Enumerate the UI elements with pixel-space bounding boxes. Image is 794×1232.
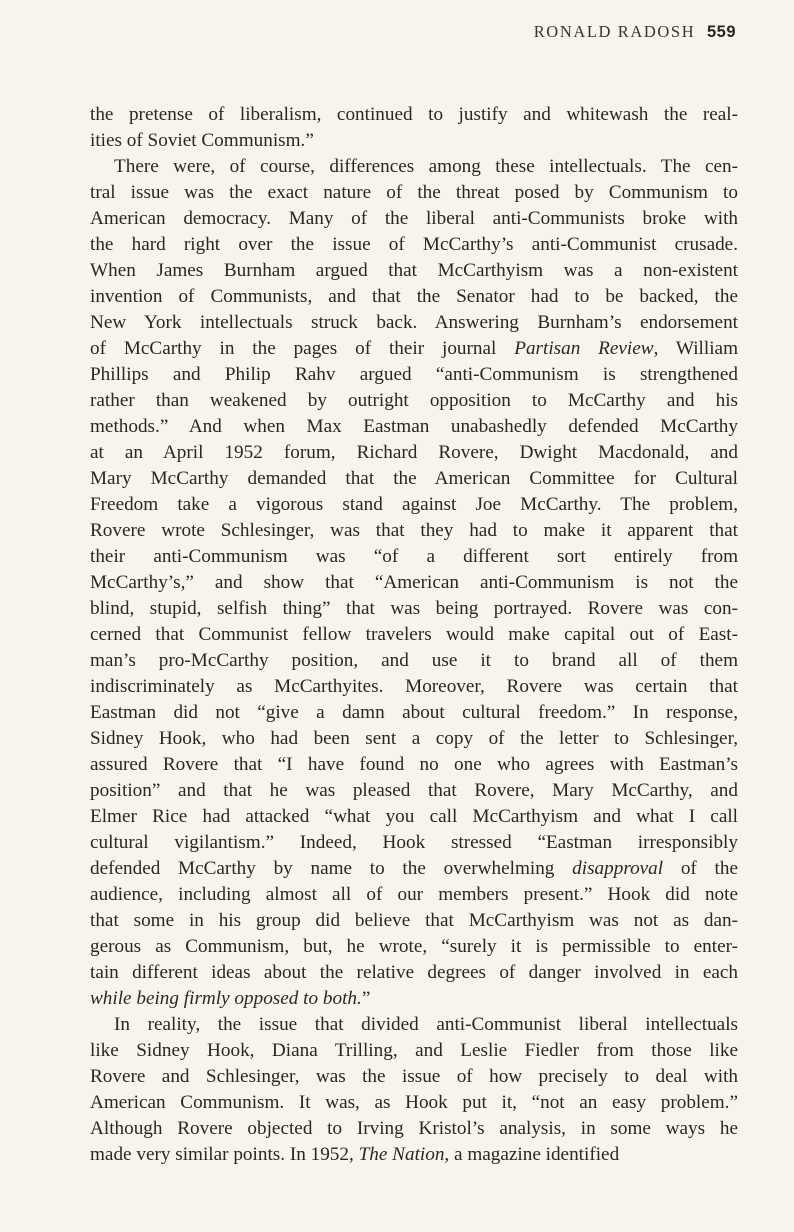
text-line [90,206,738,232]
text-line [90,388,738,414]
text-line [90,180,738,206]
text-line [90,1142,738,1168]
text-line [90,466,738,492]
text-line [90,752,738,778]
text-segment: ” [361,988,371,1009]
text-segment: cultural vigilantism.” Indeed, Hook stressed “Eastman irresponsibly [90,832,738,853]
text-line [90,518,738,544]
text-segment: cerned that Communist fellow travelers would make capital out of East- [90,624,738,645]
text-segment: ities of Soviet Communism.” [90,130,314,151]
text-segment: that some in his group did believe that McCarthyism was not as dan- [90,910,738,931]
text-segment: assured Rovere that “I have found no one who agrees with Eastman’s [90,754,738,775]
text-line [90,700,738,726]
text-segment: the hard right over the issue of McCarthy’s anti-Communist crusade. [90,234,738,255]
running-head-author: RONALD RADOSH [533,22,696,41]
text-segment: of McCarthy in the pages of their journal [90,338,515,359]
text-segment: In reality, the issue that divided anti-Communist liberal intellectuals [114,1014,738,1035]
text-segment: Sidney Hook, who had been sent a copy of the letter to Schlesinger, [90,728,738,749]
text-segment: methods.” And when Max Eastman unabashedly defended McCarthy [90,416,738,437]
text-line [90,1012,738,1038]
text-line [90,492,738,518]
text-line [90,908,738,934]
text-segment: defended McCarthy by name to the overwhelming [90,858,573,879]
text-segment: tain different ideas about the relative degrees of danger involved in each [90,962,738,983]
text-line [90,622,738,648]
text-segment: Elmer Rice had attacked “what you call McCarthyism and what I call [90,806,738,827]
text-line [90,1116,738,1142]
text-line [90,310,738,336]
text-segment: Although Rovere objected to Irving Kristol’s analysis, in some ways he [90,1118,738,1139]
text-segment: position” and that he was pleased that Rovere, Mary McCarthy, and [90,780,738,801]
text-line [90,440,738,466]
text-segment: audience, including almost all of our members present.” Hook did note [90,884,738,905]
text-line [90,934,738,960]
text-line [90,596,738,622]
text-segment: Rovere wrote Schlesinger, was that they had to make it apparent that [90,520,738,541]
text-segment: invention of Communists, and that the Senator had to be backed, the [90,286,738,307]
text-segment: gerous as Communism, but, he wrote, “surely it is permissible to enter- [90,936,738,957]
text-segment: , William [653,338,738,359]
text-line [90,232,738,258]
text-line [90,1090,738,1116]
text-segment: like Sidney Hook, Diana Trilling, and Leslie Fiedler from those like [90,1040,738,1061]
italic-text: Partisan Review [514,338,654,359]
text-segment: of the [663,858,738,879]
text-segment: blind, stupid, selfish thing” that was being portrayed. Rovere was con- [90,598,738,619]
text-segment: indiscriminately as McCarthyites. Moreover, Rovere was certain that [90,676,738,697]
text-segment: rather than weakened by outright opposition to McCarthy and his [90,390,738,411]
text-line [90,648,738,674]
text-segment: their anti-Communism was “of a different sort entirely from [90,546,738,567]
text-segment: McCarthy’s,” and show that “American anti-Communism is not the [90,572,738,593]
text-line [90,1064,738,1090]
text-line [90,414,738,440]
text-line [90,960,738,986]
text-line [90,570,738,596]
text-line [90,154,738,180]
text-segment: American democracy. Many of the liberal anti-Communists broke with [90,208,738,229]
text-line [90,102,738,128]
text-segment: tral issue was the exact nature of the threat posed by Communism to [90,182,738,203]
text-line [90,986,738,1012]
text-segment: at an April 1952 forum, Richard Rovere, Dwight Macdonald, and [90,442,738,463]
text-line [90,544,738,570]
italic-text: disapproval [572,858,664,879]
text-line [90,258,738,284]
text-line [90,674,738,700]
text-line [90,856,738,882]
text-segment: Eastman did not “give a damn about cultural freedom.” In response, [90,702,738,723]
text-segment: American Communism. It was, as Hook put it, “not an easy problem.” [90,1092,738,1113]
text-line [90,804,738,830]
italic-text: while being firmly opposed to both. [90,988,362,1009]
running-head [534,22,736,42]
text-segment: Freedom take a vigorous stand against Joe McCarthy. The problem, [90,494,738,515]
page-number: 559 [706,23,736,41]
text-line [90,882,738,908]
text-line [90,284,738,310]
text-line [90,778,738,804]
text-segment: Mary McCarthy demanded that the American Committee for Cultural [90,468,738,489]
text-line [90,336,738,362]
text-segment: man’s pro-McCarthy position, and use it to brand all of them [90,650,738,671]
italic-text: The Nation [358,1144,445,1165]
text-line [90,1038,738,1064]
text-segment: New York intellectuals struck back. Answering Burnham’s endorsement [90,312,738,333]
text-segment: Rovere and Schlesinger, was the issue of how precisely to deal with [90,1066,738,1087]
text-segment: Phillips and Philip Rahv argued “anti-Communism is strengthened [90,364,738,385]
text-segment: There were, of course, differences among these intellectuals. The cen- [114,156,738,177]
text-line [90,362,738,388]
text-line [90,830,738,856]
text-segment: the pretense of liberalism, continued to justify and whitewash the real- [90,104,738,125]
body-text [90,102,738,1168]
text-segment: , a magazine identified [444,1144,620,1165]
text-line [90,726,738,752]
text-segment: made very similar points. In 1952, [90,1144,359,1165]
text-segment: When James Burnham argued that McCarthyism was a non-existent [90,260,738,281]
text-line [90,128,738,154]
